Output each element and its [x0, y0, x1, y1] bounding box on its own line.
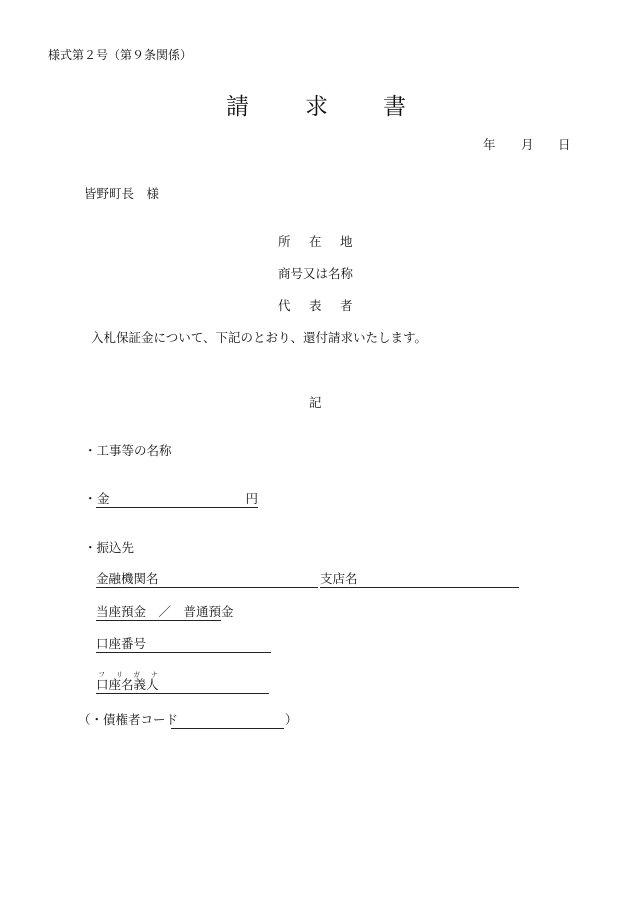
address-label-2: 在 — [309, 234, 322, 249]
date-day: 日 — [558, 137, 571, 152]
account-holder-field — [96, 679, 269, 694]
addressee: 皆野町長 様 — [84, 186, 160, 201]
date-month: 月 — [521, 137, 534, 152]
account-number-field — [96, 638, 271, 653]
amount-unit: 円 — [245, 491, 258, 506]
creditor-code-label: （・債権者コード — [78, 712, 179, 727]
branch-name-label: 支店名 — [320, 571, 358, 586]
address-label-3: 地 — [340, 234, 353, 249]
address-label-1: 所 — [278, 234, 291, 249]
account-holder-label: 口座名義人 — [96, 677, 159, 692]
transfer-to-label: ・振込先 — [84, 540, 135, 555]
creditor-code-close: ） — [285, 712, 298, 727]
creditor-code-field — [171, 714, 284, 729]
furigana-2: リ — [116, 671, 123, 679]
account-number-label: 口座番号 — [96, 636, 147, 651]
title-char-3: 書 — [383, 94, 406, 120]
amount-bullet: ・ — [84, 491, 97, 506]
amount-label: 金 — [97, 491, 110, 506]
company-name-label: 商号又は名称 — [278, 266, 354, 281]
form-number: 様式第２号（第９条関係） — [48, 48, 193, 62]
date-year: 年 — [483, 137, 496, 152]
representative-label-1: 代 — [278, 298, 291, 313]
amount-field — [96, 493, 258, 508]
furigana-3: ガ — [133, 671, 140, 679]
title-char-2: 求 — [305, 94, 328, 120]
project-name-label: ・工事等の名称 — [84, 443, 172, 458]
bank-name-field — [96, 573, 318, 588]
ki-heading: 記 — [309, 395, 322, 410]
bank-name-label: 金融機関名 — [96, 571, 159, 586]
representative-label-3: 者 — [340, 298, 353, 313]
title-char-1: 請 — [226, 94, 249, 120]
representative-label-2: 表 — [309, 298, 322, 313]
branch-name-field — [320, 573, 519, 588]
account-type-field — [96, 604, 234, 621]
furigana-4: ナ — [151, 671, 158, 679]
furigana-1: フ — [98, 671, 105, 679]
account-type-label: 当座預金 ／ 普通預金 — [96, 604, 234, 619]
body-text: 入札保証金について、下記のとおり、還付請求いたします。 — [91, 330, 428, 345]
